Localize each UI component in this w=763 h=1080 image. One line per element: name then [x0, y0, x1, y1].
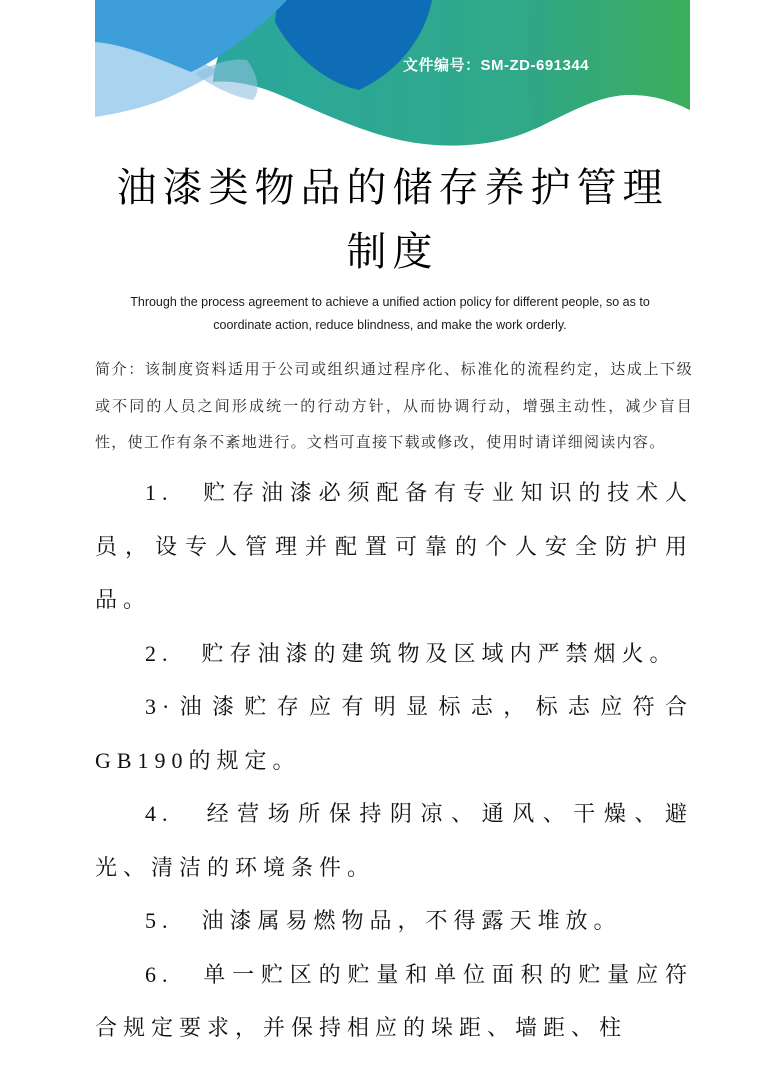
- title-line-1: 油漆类物品的储存养护管理: [116, 165, 669, 210]
- subtitle-english: Through the process agreement to achieve a unified action policy for different people, so as to coordinate action, reduce blindness, and make the work orderly.: [130, 295, 650, 332]
- document-title: [95, 156, 690, 284]
- rule-item: 3·油漆贮存应有明显标志，标志应符合GB190的规定。: [95, 694, 693, 773]
- rule-item: 2. 贮存油漆的建筑物及区域内严禁烟火。: [145, 640, 678, 666]
- rule-item: 5. 油漆属易燃物品，不得露天堆放。: [145, 908, 622, 933]
- wave-decoration: [95, 0, 690, 146]
- rule-item: 1. 贮存油漆必须配备有专业知识的技术人员，设专人管理并配置可靠的个人安全防护用品。: [95, 480, 693, 612]
- rule-item: 4. 经营场所保持阴凉、通风、干燥、避光、清洁的环境条件。: [95, 801, 693, 880]
- doc-number: 文件编号：SM-ZD-691344: [403, 57, 590, 74]
- title-line-2: 制度: [346, 229, 439, 274]
- header-banner: [95, 0, 690, 146]
- rule-item: 6. 单一贮区的贮量和单位面积的贮量应符合规定要求，并保持相应的垛距、墙距、柱: [95, 961, 693, 1040]
- rules-list: [95, 466, 693, 1055]
- intro-paragraph: 简介：该制度资料适用于公司或组织通过程序化、标准化的流程约定，达成上下级或不同的人员之间形成统一的行动方针，从而协调行动，增强主动性，减少盲目性，使工作有条不紊地进行。文档可直接下载或修改，使用时请详细阅读内容。: [95, 362, 693, 451]
